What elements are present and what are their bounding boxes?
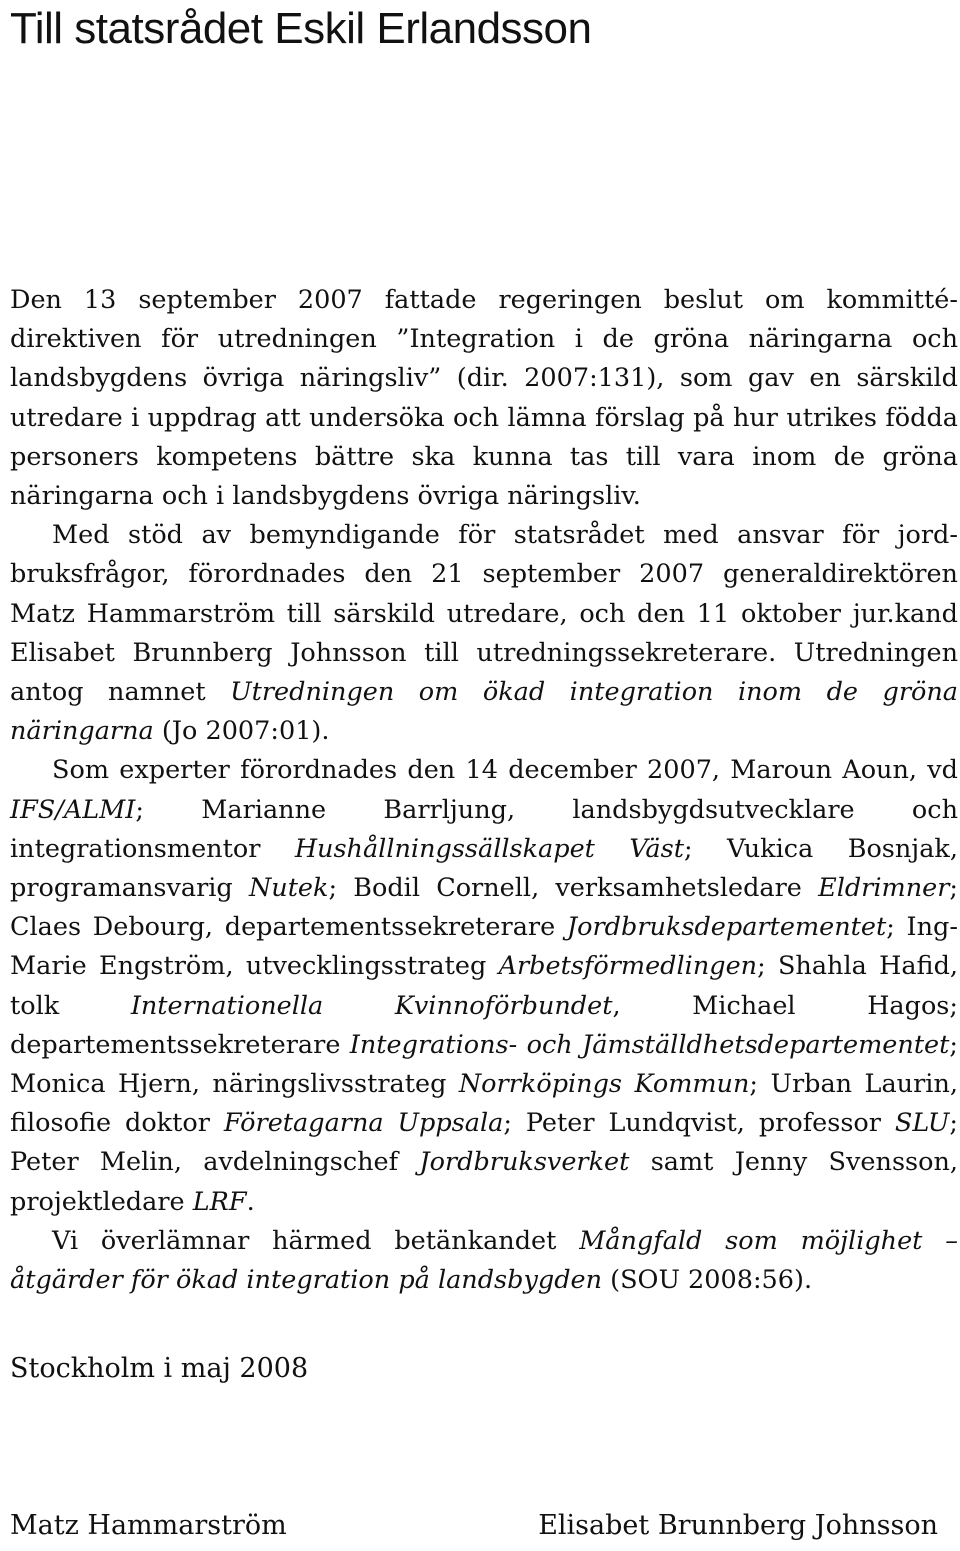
experts-text: , Michael Hagos; departementssekreterare xyxy=(10,990,958,1060)
paragraph-appointment xyxy=(10,516,958,751)
page-title: Till statsrådet Eskil Erlandsson xyxy=(10,4,592,53)
experts-text: . xyxy=(246,1186,255,1217)
experts-text: ; Marianne Barrljung, landsbygdsutvecklare och integrationsmentor xyxy=(10,794,958,864)
expert-organization: Företagarna Uppsala xyxy=(223,1108,504,1139)
expert-organization: Hushållningssällskapet Väst xyxy=(294,833,684,864)
paragraph-background: Den 13 september 2007 fattade regeringen beslut om kommittédirektiven för utredningen ”Integration i de gröna näringarna och landsbygdens övriga näringsliv” (dir. 2007:131), som gav en särskild utredare i uppdrag att undersöka och lämna förslag på hur utrikes födda personers kompetens bättre ska kunna tas till vara inom de gröna näringarna och i landsbygdens övriga näringsliv. xyxy=(10,285,958,512)
place-and-date: Stockholm i maj 2008 xyxy=(10,1353,309,1384)
experts-text: ; Monica Hjern, näringslivsstrateg xyxy=(10,1029,958,1100)
signature-left: Matz Hammarström xyxy=(10,1510,287,1541)
expert-organization: Jordbruksdepartementet xyxy=(566,912,887,943)
report-title: Mångfald som möjlighet – åtgärder för ökad integration på landsbygden xyxy=(10,1225,958,1296)
experts-text: ; Peter Melin, avdelningschef xyxy=(10,1108,958,1178)
inquiry-code: (Jo 2007:01). xyxy=(153,716,330,747)
appointment-text: Med stöd av bemyndigande för statsrådet med ansvar för jordbruksfrågor, förordnades den 21 september 2007 generaldirektören Matz Hammarström till särskild utredare, och den 11 oktober jur.kand Elisabet Brunnberg Johnsson till utredningssekreterare. Utredningen antog namnet xyxy=(10,520,958,708)
paragraph-submission xyxy=(10,1222,958,1300)
experts-text: Som experter förordnades den 14 december 2007, Maroun Aoun, vd xyxy=(52,755,958,786)
expert-organization: Nutek xyxy=(248,873,329,904)
expert-organization: Norrköpings Kommun xyxy=(458,1069,750,1100)
experts-text: ; Urban Laurin, filosofie doktor xyxy=(10,1069,958,1139)
letter-body xyxy=(10,281,958,1300)
expert-organization: IFS/ALMI xyxy=(10,794,136,825)
expert-organization: SLU xyxy=(894,1108,950,1139)
experts-text: ; Claes Debourg, departementssekreterare xyxy=(10,873,959,943)
expert-organization: Eldrimner xyxy=(818,873,950,904)
signature-right: Elisabet Brunnberg Johnsson xyxy=(538,1510,938,1541)
paragraph-experts xyxy=(10,751,958,1221)
expert-organization: LRF xyxy=(192,1186,247,1217)
submission-text: Vi överlämnar härmed betänkandet xyxy=(52,1225,580,1256)
experts-text: ; Vukica Bosnjak, programansvarig xyxy=(10,833,958,904)
experts-text: ; Ing-Marie Engström, utvecklingsstrateg xyxy=(10,912,958,982)
inquiry-name: Utredningen om ökad integration inom de gröna näringarna xyxy=(10,677,958,747)
expert-organization: Internationella Kvinnoförbundet xyxy=(130,990,613,1021)
experts-text: ; Bodil Cornell, verksamhetsledare xyxy=(328,873,819,904)
expert-organization: Arbetsförmedlingen xyxy=(498,951,758,982)
experts-text: ; Peter Lundqvist, professor xyxy=(503,1108,895,1139)
report-code: (SOU 2008:56). xyxy=(602,1265,813,1296)
experts-text: samt Jenny Svensson, projektledare xyxy=(10,1147,958,1217)
expert-organization: Integrations- och Jämställdhetsdepartementet xyxy=(349,1029,950,1060)
expert-organization: Jordbruksverket xyxy=(419,1147,630,1178)
experts-text: ; Shahla Hafid, tolk xyxy=(10,951,958,1021)
